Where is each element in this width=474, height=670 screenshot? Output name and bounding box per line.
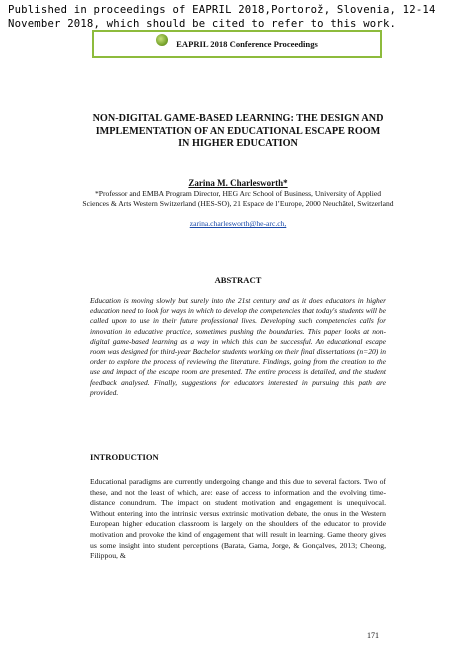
eapril-logo-icon [156, 34, 168, 46]
author-email-link[interactable]: zarina.charlesworth@he-arc.ch, [189, 219, 287, 228]
publication-stamp: Published in proceedings of EAPRIL 2018,Portorož, Slovenia, 12-14 November 2018, which should be cited to refer to this work. [8, 4, 436, 30]
page-number: 171 [367, 631, 379, 640]
conference-header-box [92, 30, 382, 58]
author-name: Zarina M. Charlesworth* [188, 178, 288, 188]
introduction-heading: INTRODUCTION [90, 452, 159, 462]
introduction-text: Educational paradigms are currently undergoing change and this due to several factors. Two of these, and not the least of which, are: ease of access to information and the evolving time-distance conundrum. The impact on student motivation and engagement is unequivocal. Without entering into the intrinsic versus extrinsic motivation debate, the onus in the Western European higher education classroom is largely on the shoulders of the educator to provide motivation and provoke the kind of engagement that will result in learning. Game theory gives us some insight into student perceptions (Barata, Gama, Jorge, & Gonçalves, 2013; Cheong, Filippou, & [90, 477, 386, 561]
author-affiliation: *Professor and EMBA Program Director, HEG Arc School of Business, University of Applied Sciences & Arts Western Switzerland (HES-SO), 21 Espace de l’Europe, 2000 Neuchâtel, Switzerland [82, 189, 394, 208]
paper-title: NON-DIGITAL GAME-BASED LEARNING: THE DESIGN AND IMPLEMENTATION OF AN EDUCATIONAL ESCAPE ROOM IN HIGHER EDUCATION [92, 113, 384, 150]
conference-header-title: EAPRIL 2018 Conference Proceedings [176, 39, 318, 49]
abstract-heading: ABSTRACT [214, 275, 262, 285]
abstract-text: Education is moving slowly but surely into the 21st century and as it does educators in higher education need to look for ways in which to develop the competencies that today's students will be called upon to use in their future professional lives. Developing such competencies calls for innovation in educative practice, sometimes pushing the boundaries. This paper looks at non-digital game-based learning as a way in which this can be successful. An educational escape room was designed for third-year Bachelor students working on their final dissertations (n=20) in order to explore the process of reviewing the literature. Findings, going from the creation to the use and impact of the escape room are presented. The entire process is detailed, and the student feedback analysed. Finally, suggestions for educators interested in pursuing this path are provided. [90, 296, 386, 397]
